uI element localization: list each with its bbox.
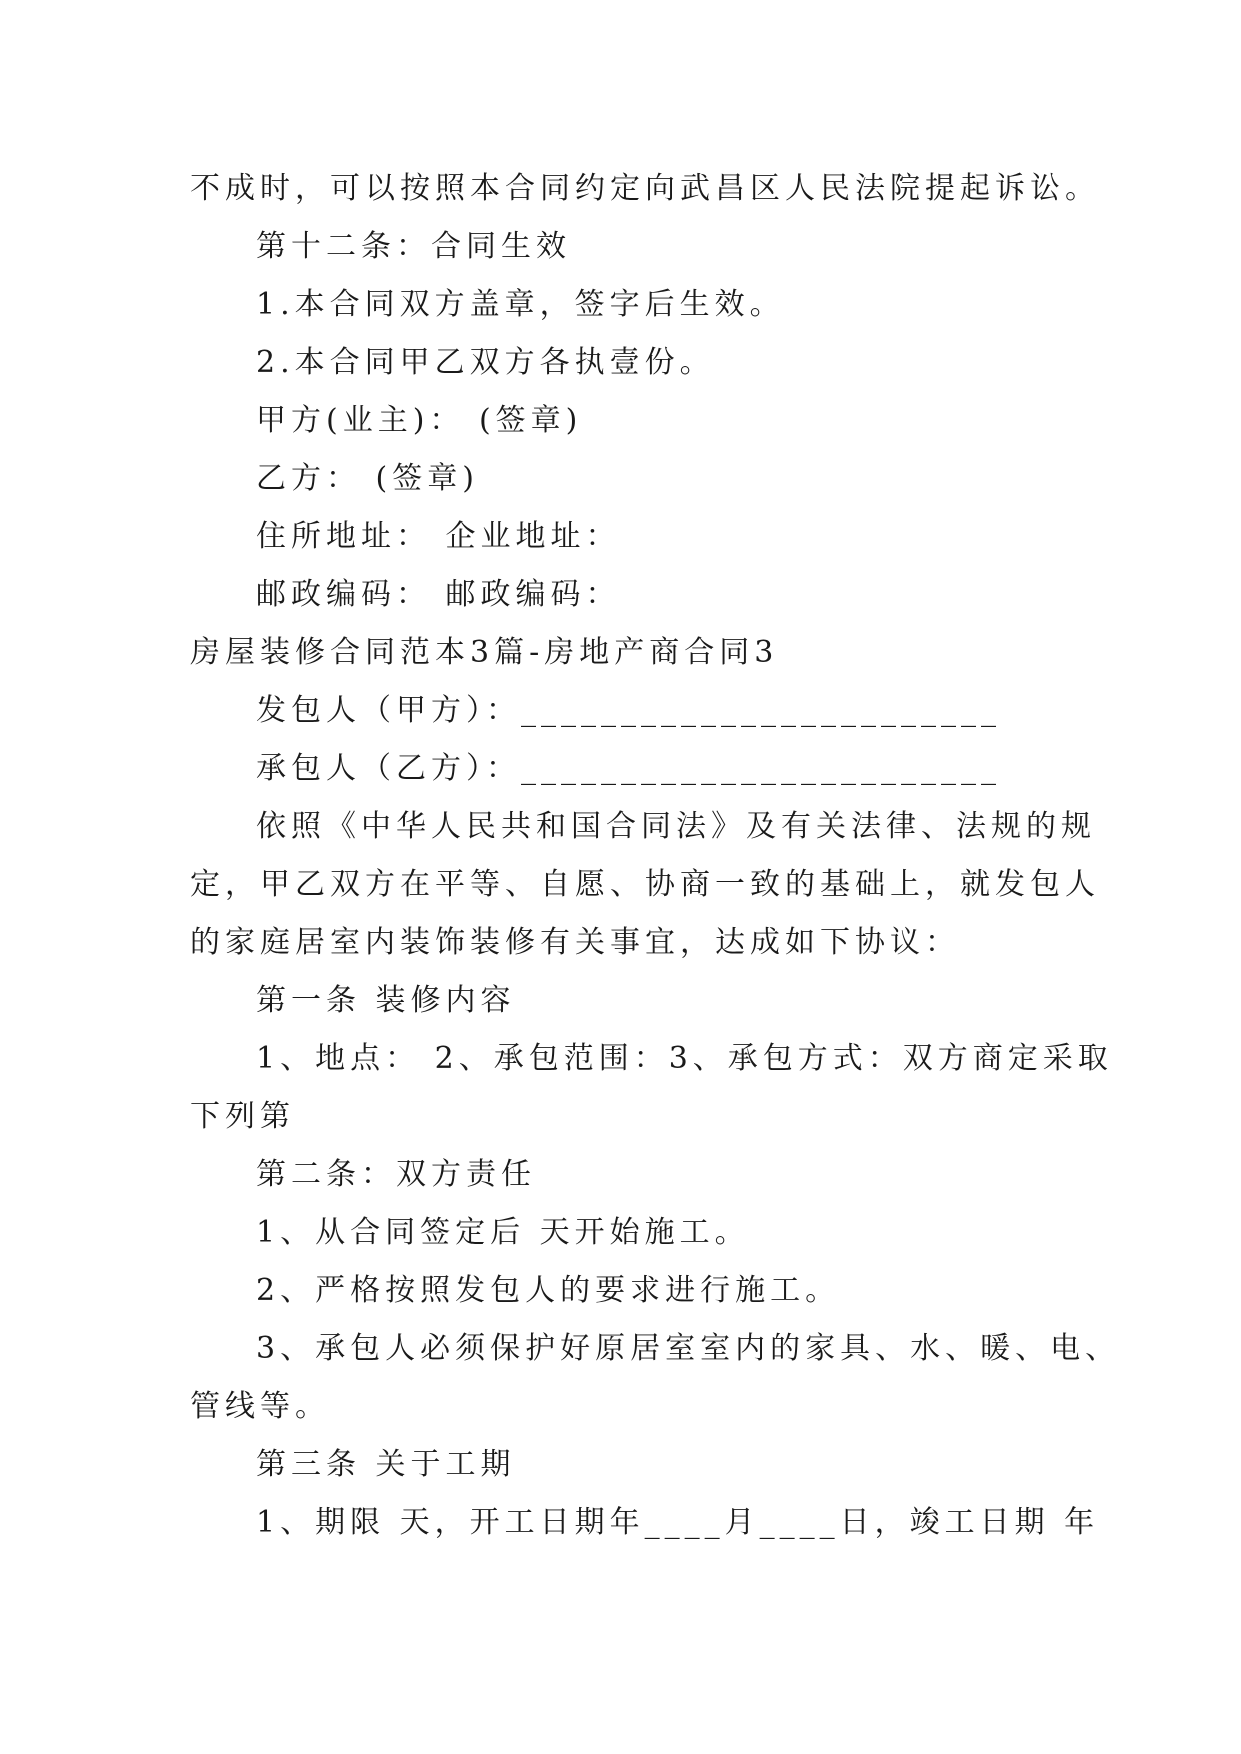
text-line: 不成时，可以按照本合同约定向武昌区人民法院提起诉讼。 [190,171,1100,206]
article-heading: 第一条 装修内容 [256,983,516,1018]
party-a-field: 发包人（甲方）：________________________ [256,693,1001,728]
postal-code-line: 邮政编码： 邮政编码： [256,577,621,612]
text-line: 1、从合同签定后 天开始施工。 [256,1215,750,1250]
document-body [190,160,1121,1552]
signature-line-party-a: 甲方(业主)： (签章) [256,403,583,438]
party-b-field: 承包人（乙方）：________________________ [256,751,1001,786]
text-line: 的家庭居室内装饰装修有关事宜，达成如下协议： [190,925,960,960]
text-line: 管线等。 [190,1389,330,1424]
text-line: 2、严格按照发包人的要求进行施工。 [256,1273,841,1308]
text-line: 下列第 [190,1099,295,1134]
article-heading: 第三条 关于工期 [256,1447,516,1482]
signature-line-party-b: 乙方： (签章) [256,461,479,496]
document-title: 房屋装修合同范本3篇-房地产商合同3 [190,635,779,670]
text-line: 定，甲乙双方在平等、自愿、协商一致的基础上，就发包人 [190,867,1100,902]
text-line: 2.本合同甲乙双方各执壹份。 [256,345,715,380]
text-line: 3、承包人必须保护好原居室室内的家具、水、暖、电、 [256,1331,1121,1366]
text-line: 1、地点： 2、承包范围：3、承包方式：双方商定采取 [256,1041,1113,1076]
address-line: 住所地址： 企业地址： [256,519,621,554]
text-line: 依照《中华人民共和国合同法》及有关法律、法规的规 [256,809,1096,844]
article-heading: 第十二条：合同生效 [256,229,571,264]
text-line: 1.本合同双方盖章，签字后生效。 [256,287,785,322]
article-heading: 第二条：双方责任 [256,1157,536,1192]
text-line: 1、期限 天，开工日期年____月____日，竣工日期 年 [256,1505,1100,1540]
